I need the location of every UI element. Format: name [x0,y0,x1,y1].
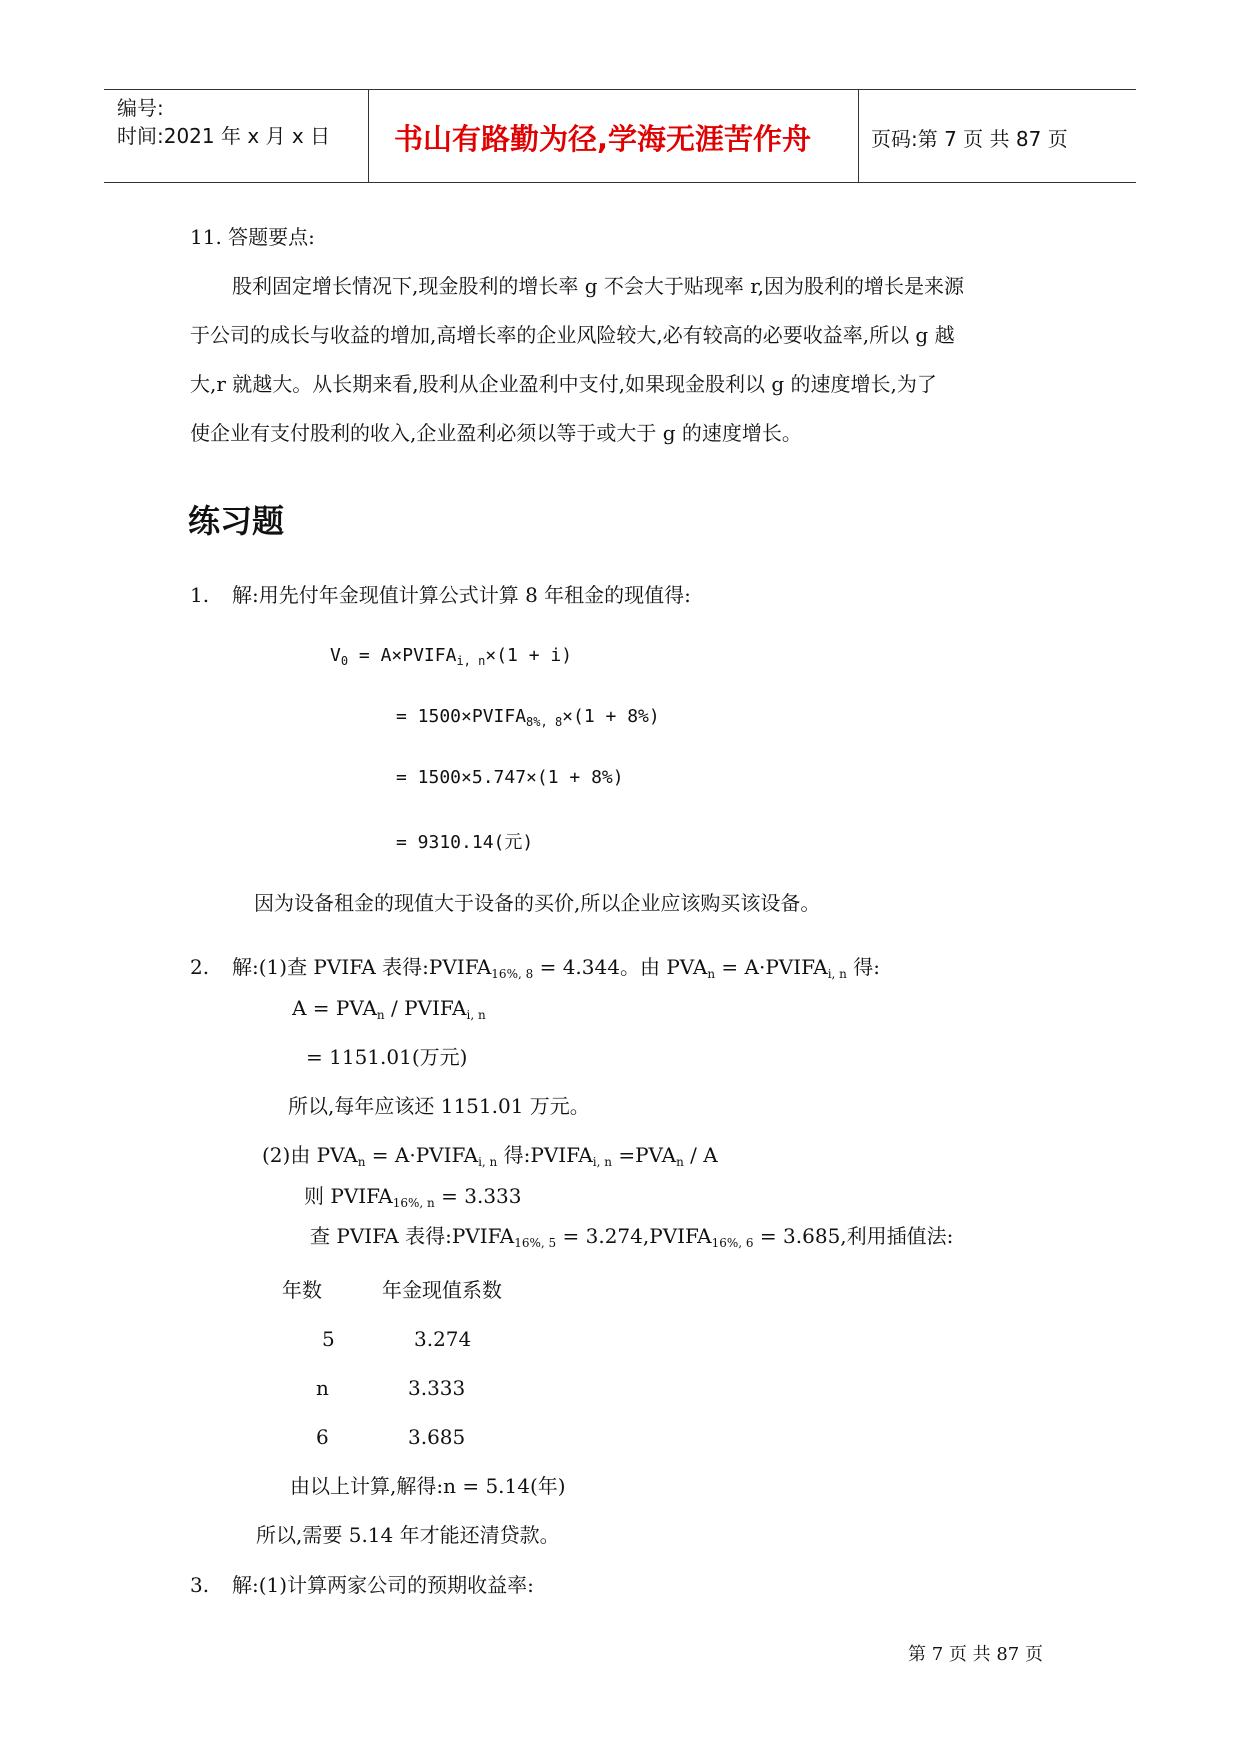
formula-text: ×(1 + i) [485,645,573,666]
text: = 3.333 [434,1184,522,1208]
p3-number: 3. [190,1573,210,1597]
text: (2)由 PVA [262,1143,358,1167]
section-title: 练习题 [188,502,285,540]
p1-intro: 解:用先付年金现值计算公式计算 8 年租金的现值得: [232,583,691,607]
text: / A [683,1143,718,1167]
p2-line-1 [232,952,880,989]
p1-conclusion: 因为设备租金的现值大于设备的买价,所以企业应该购买该设备。 [254,891,821,915]
p2-line-3: = 1151.01(万元) [306,1045,468,1069]
q11-line-2: 于公司的成长与收益的增加,高增长率的企业风险较大,必有较高的必要收益率,所以 g 越 [190,323,955,347]
p2-line-6 [304,1181,522,1218]
p2-line-5 [262,1140,718,1177]
subscript: i, n [827,967,847,981]
formula-text: = 1500×PVIFA [396,706,527,727]
formula-text: ×(1 + 8%) [562,706,660,727]
formula-text: = A×PVIFA [348,645,457,666]
table-header-factor: 年金现值系数 [382,1278,502,1302]
text: =PVA [611,1143,677,1167]
table-cell-year: 6 [316,1425,329,1449]
footer-page-number: 第 7 页 共 87 页 [908,1644,1043,1665]
q11-line-4: 使企业有支付股利的收入,企业盈利必须以等于或大于 g 的速度增长。 [190,421,802,445]
header-motto: 书山有路勤为径,学海无涯苦作舟 [394,122,812,156]
p2-line-2 [292,993,486,1030]
subscript: i, n [478,1155,498,1169]
text: 得:PVIFA [497,1143,593,1167]
p2-result: 由以上计算,解得:n = 5.14(年) [290,1474,566,1498]
text: = 3.685,利用插值法: [753,1224,954,1248]
p1-number: 1. [190,583,210,607]
p3-intro: 解:(1)计算两家公司的预期收益率: [232,1573,534,1597]
subscript: 16%, 6 [711,1236,754,1250]
p1-formula-line-3: = 1500×5.747×(1 + 8%) [396,767,624,788]
p1-formula-line-4: = 9310.14(元) [396,832,534,853]
p2-line-4: 所以,每年应该还 1151.01 万元。 [288,1094,590,1118]
header-divider-left [368,89,369,183]
subscript: n [376,1008,385,1022]
formula-subscript: 8%, 8 [526,715,563,729]
text: 得: [846,955,881,979]
q11-line-1: 股利固定增长情况下,现金股利的增长率 g 不会大于贴现率 r,因为股利的增长是来源 [232,274,964,298]
formula-subscript: i, n [456,654,486,668]
text: / PVIFA [384,996,467,1020]
text: = 4.344。由 PVA [533,955,708,979]
subscript: n [357,1155,366,1169]
q11-title: 11. 答题要点: [190,225,315,249]
subscript: n [676,1155,684,1169]
table-cell-year: n [316,1376,329,1400]
formula-subscript: 0 [340,654,349,668]
header-number-label: 编号: [117,96,164,120]
table-header-years: 年数 [282,1278,322,1302]
text: = 3.274,PVIFA [556,1224,712,1248]
table-cell-factor: 3.333 [408,1376,466,1400]
table-cell-factor: 3.685 [408,1425,466,1449]
header-bottom-rule [104,182,1136,183]
text: = A·PVIFA [715,955,828,979]
subscript: 16%, n [392,1196,435,1210]
header-top-rule [104,89,1136,90]
p1-formula-line-1 [330,645,572,668]
subscript: i, n [466,1008,486,1022]
header-divider-right [858,89,859,183]
subscript: i, n [592,1155,612,1169]
text: 则 PVIFA [304,1184,393,1208]
subscript: 16%, 8 [491,967,534,981]
p1-formula-line-2 [396,706,660,729]
text: = A·PVIFA [365,1143,479,1167]
text: A = PVA [292,996,377,1020]
subscript: n [707,967,716,981]
table-cell-year: 5 [322,1327,335,1351]
header-page-label: 页码:第 7 页 共 87 页 [871,127,1068,151]
p2-number: 2. [190,955,210,979]
subscript: 16%, 5 [514,1236,557,1250]
q11-line-3: 大,r 就越大。从长期来看,股利从企业盈利中支付,如果现金股利以 g 的速度增长,为了 [190,372,937,396]
p2-conclusion: 所以,需要 5.14 年才能还清贷款。 [256,1523,560,1547]
text: 解:(1)查 PVIFA 表得:PVIFA [232,955,492,979]
header-time-label: 时间:2021 年 x 月 x 日 [117,124,331,148]
text: 查 PVIFA 表得:PVIFA [310,1224,515,1248]
formula-text: V [330,645,341,666]
table-cell-factor: 3.274 [414,1327,472,1351]
p2-line-7 [310,1221,953,1258]
